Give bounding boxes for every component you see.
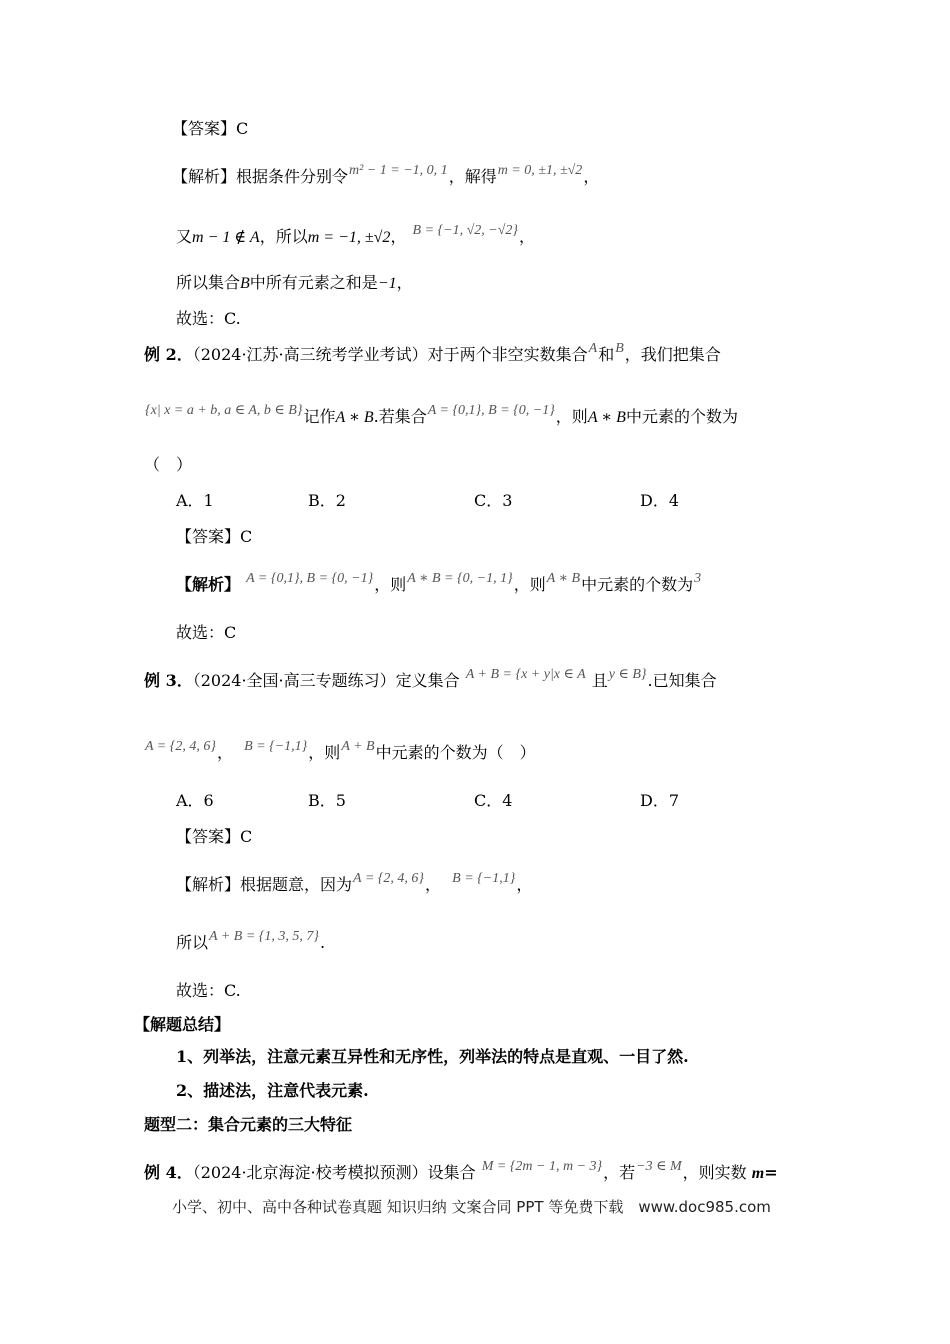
text: .若集合 <box>373 407 427 426</box>
example-2-header <box>144 341 721 368</box>
text: . <box>319 933 326 952</box>
analysis-line-1 <box>172 163 600 190</box>
source-text: （2024·北京海淀·校考模拟预测）设集合 <box>192 1163 476 1182</box>
conclusion-text: 故选：C. <box>176 981 241 1000</box>
math-formula: A = {2, 4, 6} <box>353 871 424 886</box>
math-formula: A + B = {1, 3, 5, 7} <box>209 929 319 944</box>
example-label: 例 3． <box>144 671 193 690</box>
option-d: D．7 <box>640 791 680 810</box>
analysis-label: 【解析】 <box>176 875 241 894</box>
math-formula: B = {−1,1} <box>244 739 308 754</box>
option-b: B．2 <box>308 491 346 510</box>
text: ，则 <box>513 575 546 594</box>
option-b: B．5 <box>308 791 346 810</box>
text: 记作 <box>303 407 336 426</box>
answer-text: 【答案】C <box>176 527 253 546</box>
analysis-line <box>176 871 533 898</box>
answer-line <box>176 526 252 548</box>
answer-line <box>172 118 248 140</box>
text: .已知集合 <box>647 671 717 690</box>
example-3-header <box>144 667 717 694</box>
text: 中元素的个数为（ ） <box>375 743 536 762</box>
conclusion-line <box>176 622 236 644</box>
analysis-label: 【解析】 <box>176 575 241 594</box>
math-formula: M = {2m − 1, m − 3} <box>481 1159 603 1174</box>
summary-title: 【解题总结】 <box>134 1015 231 1034</box>
math-inline: m = −1, ±√2 <box>307 229 391 246</box>
math-inline: A ∗ B <box>587 409 626 426</box>
math-inline: −1 <box>377 275 397 292</box>
math-inline: A ∗ B <box>335 409 374 426</box>
text: 且 <box>591 671 608 690</box>
text: ，则实数 <box>682 1163 747 1182</box>
math-formula: A + B <box>341 739 375 754</box>
section-title: 题型二：集合元素的三大特征 <box>144 1115 353 1134</box>
text: ，若 <box>603 1163 636 1182</box>
math-formula: m = 0, ±1, ±√2 <box>497 163 583 178</box>
paren-text: （ ） <box>144 455 193 474</box>
text: 中元素的个数为 <box>581 575 694 594</box>
option-c: C．4 <box>474 791 513 810</box>
analysis-text: 根据题意，因为 <box>240 875 353 894</box>
math-formula: A <box>588 341 598 356</box>
summary-item-2: 2、描述法，注意代表元素. <box>176 1081 369 1100</box>
analysis-text: 根据条件分别令 <box>236 167 349 186</box>
math-formula: A = {0,1}, B = {0, −1} <box>427 403 555 418</box>
text: ，则 <box>308 743 341 762</box>
example-4-header <box>144 1159 778 1186</box>
answer-line <box>176 826 252 848</box>
text: ，则 <box>555 407 588 426</box>
text: ， <box>583 167 600 186</box>
option-d: D．4 <box>640 491 680 510</box>
text: = <box>764 1163 778 1182</box>
conclusion-text: 故选：C <box>176 623 237 642</box>
text: ， <box>396 273 413 292</box>
text: ， <box>390 227 407 246</box>
page-footer: 小学、初中、高中各种试卷真题 知识归纳 文案合同 PPT 等免费下载 www.doc985.com <box>172 1198 771 1216</box>
answer-paren <box>144 454 192 476</box>
analysis-line <box>176 571 702 598</box>
math-formula: A ∗ B <box>546 571 581 586</box>
math-formula: A ∗ B = {0, −1, 1} <box>407 571 513 586</box>
option-a: A．6 <box>176 791 214 810</box>
conclusion-text: 故选：C. <box>176 309 241 328</box>
math-formula: {x| x = a + b, a ∈ A, b ∈ B} <box>145 403 303 418</box>
math-formula: A = {0,1}, B = {0, −1} <box>246 571 374 586</box>
math-formula: B = {−1, √2, −√2} <box>412 223 519 238</box>
example-label: 例 4． <box>144 1163 193 1182</box>
text: ，我们把集合 <box>624 345 721 364</box>
math-inline: B <box>240 275 250 292</box>
text: 中元素的个数为 <box>625 407 738 426</box>
example-label: 例 2． <box>144 345 193 364</box>
analysis-line-2 <box>176 223 536 250</box>
text: ， <box>216 743 233 762</box>
answer-text: 【答案】C <box>176 827 253 846</box>
analysis-line-2 <box>176 929 326 956</box>
math-formula: y ∈ B} <box>608 667 647 682</box>
text: 又 <box>176 227 193 246</box>
math-formula: −3 ∈ M <box>636 1159 682 1174</box>
math-formula: B <box>615 341 624 356</box>
option-c: C．3 <box>474 491 513 510</box>
math-inline: m <box>751 1165 765 1182</box>
analysis-line-3 <box>176 272 413 295</box>
math-inline: m − 1 ∉ A <box>192 229 260 246</box>
text: 和 <box>598 345 615 364</box>
text: ，解得 <box>448 167 497 186</box>
source-text: （2024·全国·高三专题练习）定义集合 <box>192 671 460 690</box>
conclusion-line <box>176 980 241 1002</box>
example-2-line-2 <box>144 403 738 430</box>
example-3-line-2 <box>144 739 536 766</box>
text: ， <box>424 875 441 894</box>
text: 所以 <box>176 933 209 952</box>
math-formula: 3 <box>694 571 702 586</box>
option-a: A．1 <box>176 491 214 510</box>
text: 中所有元素之和是 <box>249 273 378 292</box>
text: 所以集合 <box>176 273 241 292</box>
summary-item-1: 1、列举法，注意元素互异性和无序性，列举法的特点是直观、一目了然. <box>176 1047 689 1066</box>
text: ， <box>519 227 536 246</box>
math-formula: B = {−1,1} <box>452 871 516 886</box>
text: ， <box>516 875 533 894</box>
answer-text: 【答案】C <box>172 119 249 138</box>
math-formula: A + B = {x + y|x ∈ A <box>465 667 586 682</box>
text: ，则 <box>374 575 407 594</box>
math-formula: m² − 1 = −1, 0, 1 <box>349 163 448 178</box>
analysis-label: 【解析】 <box>172 167 237 186</box>
conclusion-line <box>176 308 241 330</box>
source-text: （2024·江苏·高三统考学业考试）对于两个非空实数集合 <box>192 345 588 364</box>
text: ，所以 <box>259 227 308 246</box>
math-formula: A = {2, 4, 6} <box>145 739 216 754</box>
